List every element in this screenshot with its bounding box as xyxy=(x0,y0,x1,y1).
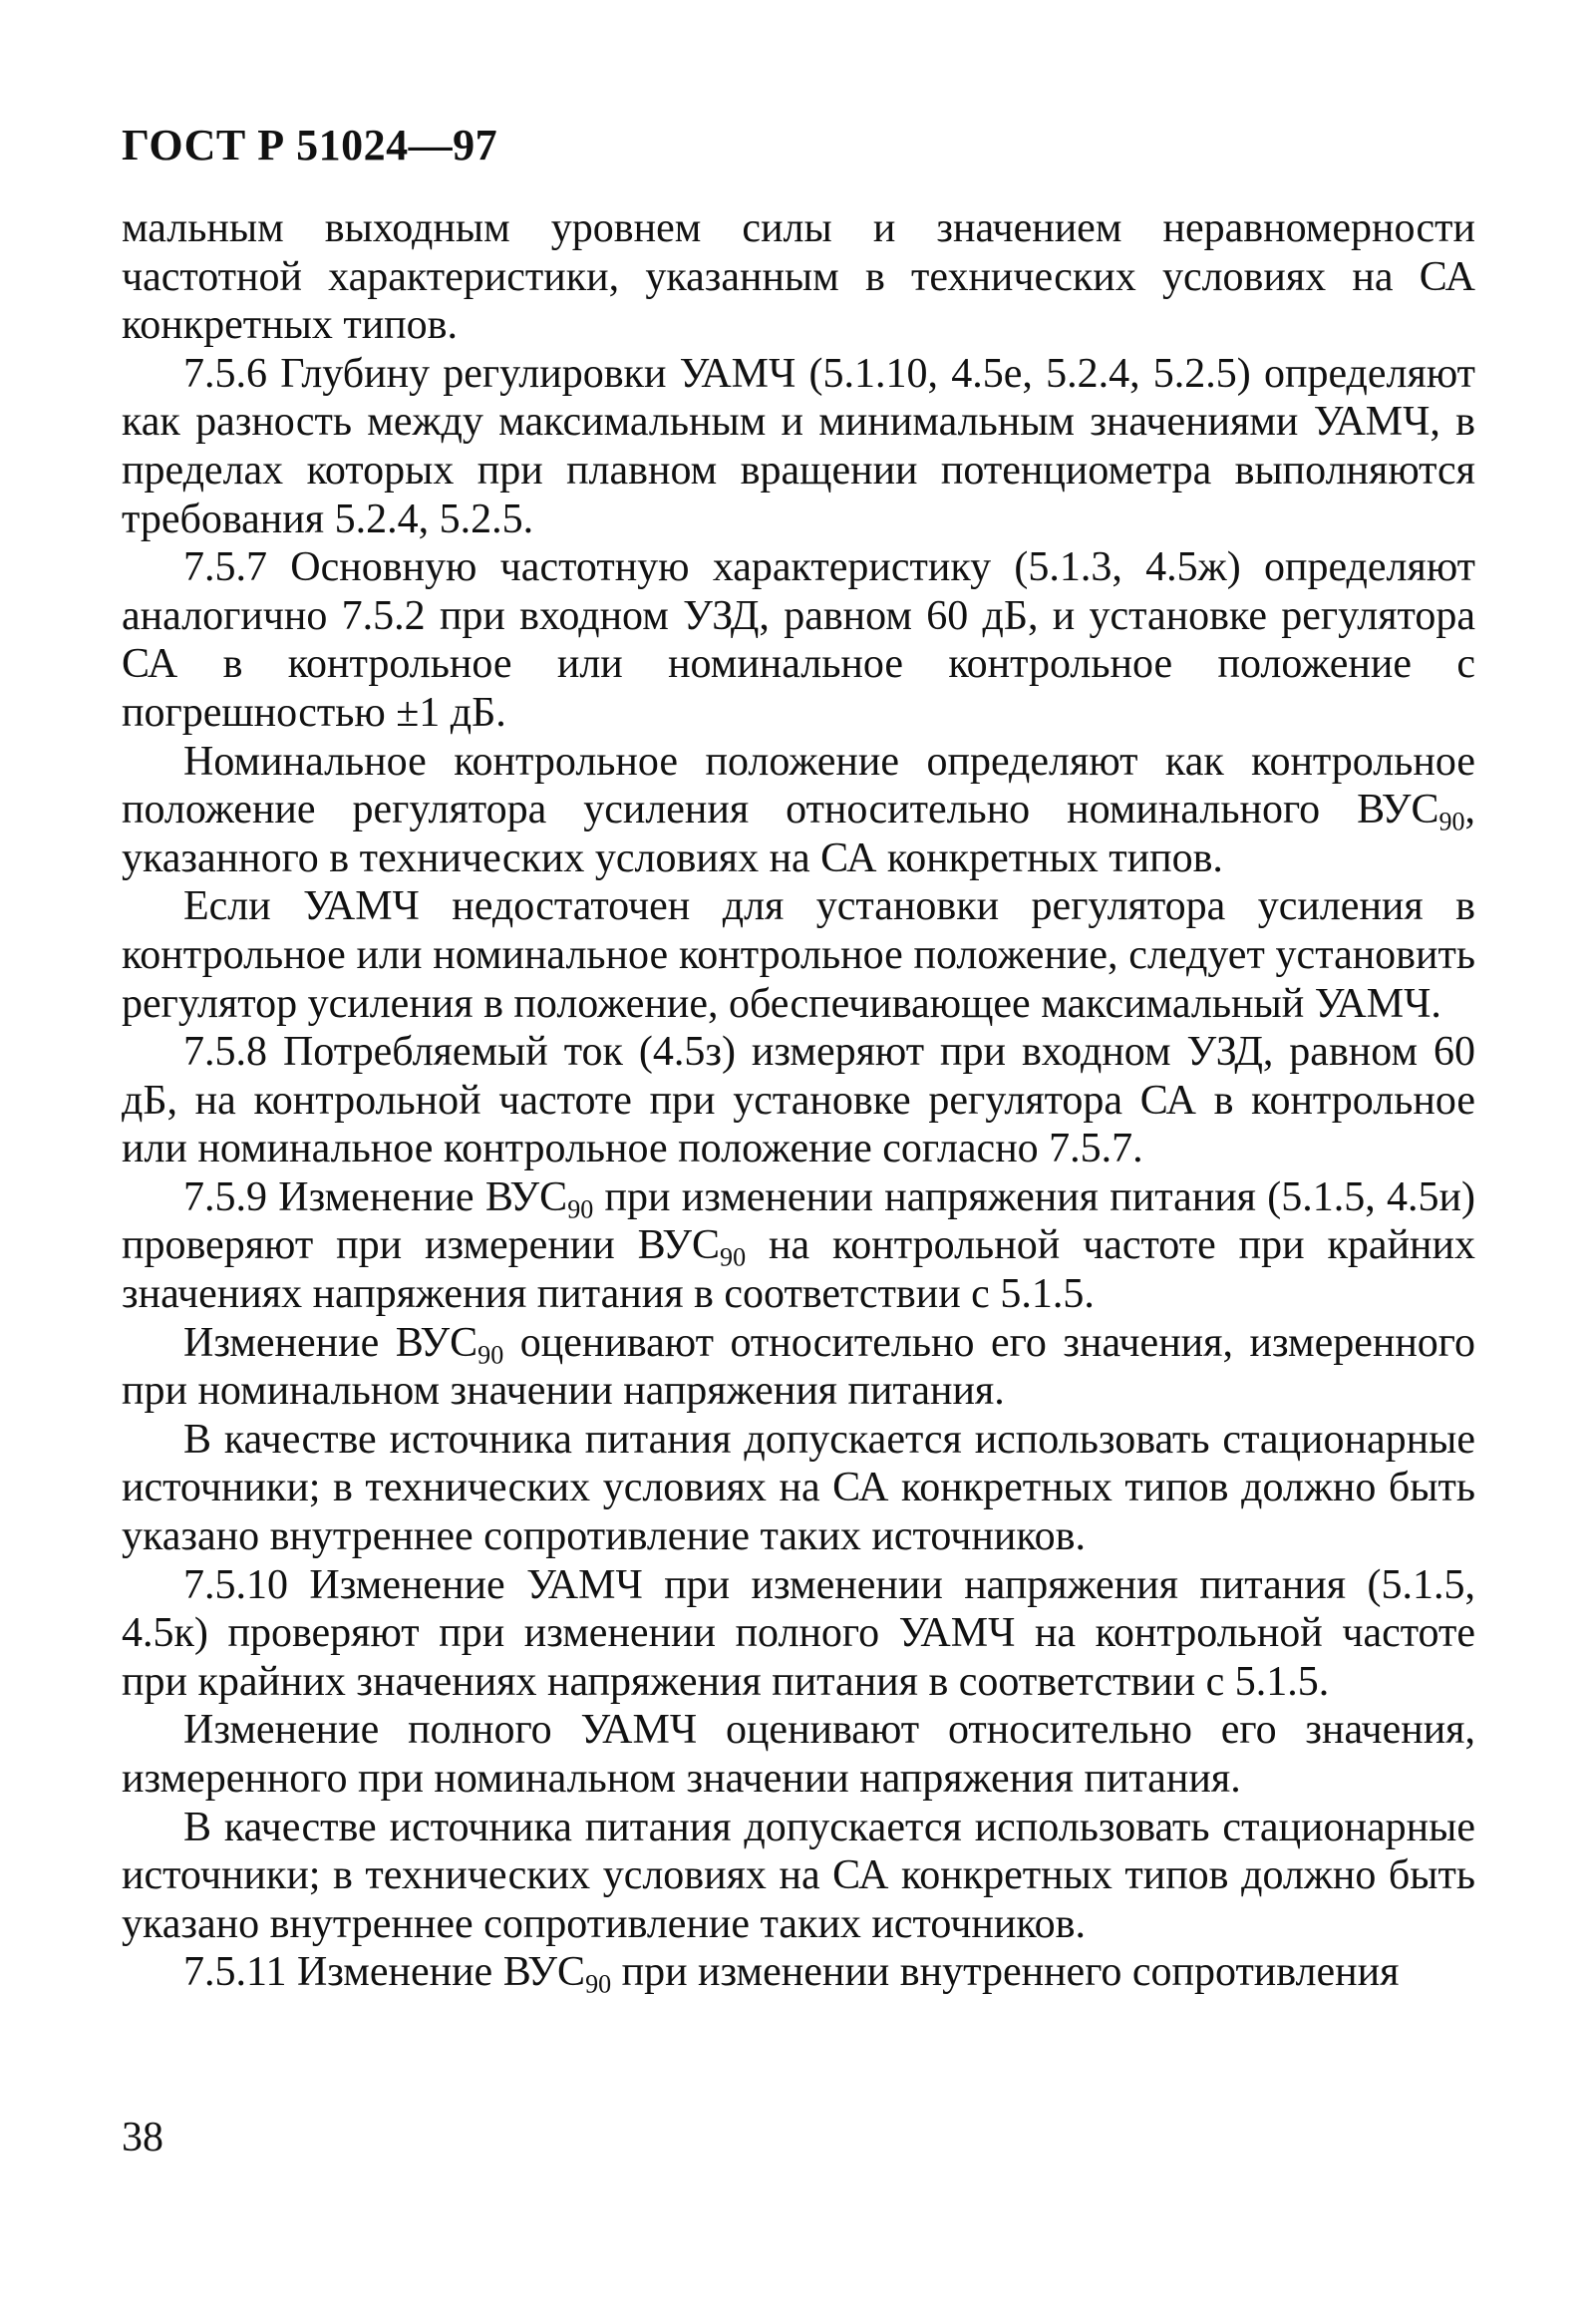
paragraph xyxy=(122,738,1475,883)
paragraph: В качестве источника питания допускается использовать стационарные источники; в технических условиях на СА конкретных типов должно быть указано внутреннее сопротивление таких источников. xyxy=(122,1804,1475,1947)
paragraph-7-5-6: 7.5.6 Глубину регулировки УАМЧ (5.1.10, 4.5е, 5.2.4, 5.2.5) определяют как разность между максимальным и минимальным значениями УАМЧ, в пределах которых при плавном вращении потенциометра выполняются требования 5.2.4, 5.2.5. xyxy=(122,350,1475,542)
subscript: 90 xyxy=(567,1194,594,1224)
paragraph-7-5-9 xyxy=(122,1173,1475,1319)
paragraph: Изменение полного УАМЧ оценивают относительно его значения, измеренного при номинальном значении напряжения питания. xyxy=(122,1707,1475,1802)
text-run: при изменении напряжения питания (5.1.5, 4.5и) проверяют при измерении ВУС xyxy=(122,1173,1475,1269)
text-run: 7.5.11 Изменение ВУС xyxy=(183,1949,586,1996)
subscript: 90 xyxy=(720,1242,747,1272)
subscript: 90 xyxy=(1438,807,1465,836)
text-run: на контрольной частоте при крайних значениях напряжения питания в соответствии с 5.1.5. xyxy=(122,1222,1476,1318)
text-run: оценивают относительно его значения, измеренного при номинальном значении напряжения питания. xyxy=(122,1319,1475,1415)
paragraph: В качестве источника питания допускается использовать стационарные источники; в технических условиях на СА конкретных типов должно быть указано внутреннее сопротивление таких источников. xyxy=(122,1416,1475,1560)
subscript: 90 xyxy=(477,1339,504,1369)
text-run: 7.5.9 Изменение ВУС xyxy=(183,1173,568,1220)
standard-header: ГОСТ Р 51024—97 xyxy=(122,121,498,169)
paragraph-7-5-8: 7.5.8 Потребляемый ток (4.5з) измеряют при входном УЗД, равном 60 дБ, на контрольной частоте при установке регулятора СА в контрольное или номинальное контрольное положение согласно 7.5.7. xyxy=(122,1029,1475,1172)
text-run: , указанного в технических условиях на СА конкретных типов. xyxy=(122,787,1475,881)
text-run: Изменение ВУС xyxy=(183,1319,478,1366)
paragraph-7-5-11 xyxy=(122,1948,1475,1997)
paragraph-7-5-7: 7.5.7 Основную частотную характеристику (5.1.3, 4.5ж) определяют аналогично 7.5.2 при входном УЗД, равном 60 дБ, и установке регулятора СА в контрольное или номинальное контрольное положение с погрешностью ±1 дБ. xyxy=(122,544,1475,736)
text-run: при изменении внутреннего сопротивления xyxy=(611,1949,1400,1996)
paragraph-7-5-10: 7.5.10 Изменение УАМЧ при изменении напряжения питания (5.1.5, 4.5к) проверяют при изменении полного УАМЧ на контрольной частоте при крайних значениях напряжения питания в соответствии с 5.1.5. xyxy=(122,1561,1475,1705)
page-number: 38 xyxy=(122,2115,163,2160)
body-text xyxy=(122,204,1475,1997)
paragraph: мальным выходным уровнем силы и значением неравномерности частотной характеристики, указанным в технических условиях на СА конкретных типов. xyxy=(122,205,1475,349)
text-run: Номинальное контрольное положение определяют как контрольное положение регулятора усиления относительно номинального ВУС xyxy=(122,738,1475,833)
subscript: 90 xyxy=(585,1969,612,1999)
paragraph xyxy=(122,1319,1475,1416)
paragraph: Если УАМЧ недостаточен для установки регулятора усиления в контрольное или номинальное контрольное положение, следует установить регулятор усиления в положение, обеспечивающее максимальный УАМЧ. xyxy=(122,883,1475,1027)
